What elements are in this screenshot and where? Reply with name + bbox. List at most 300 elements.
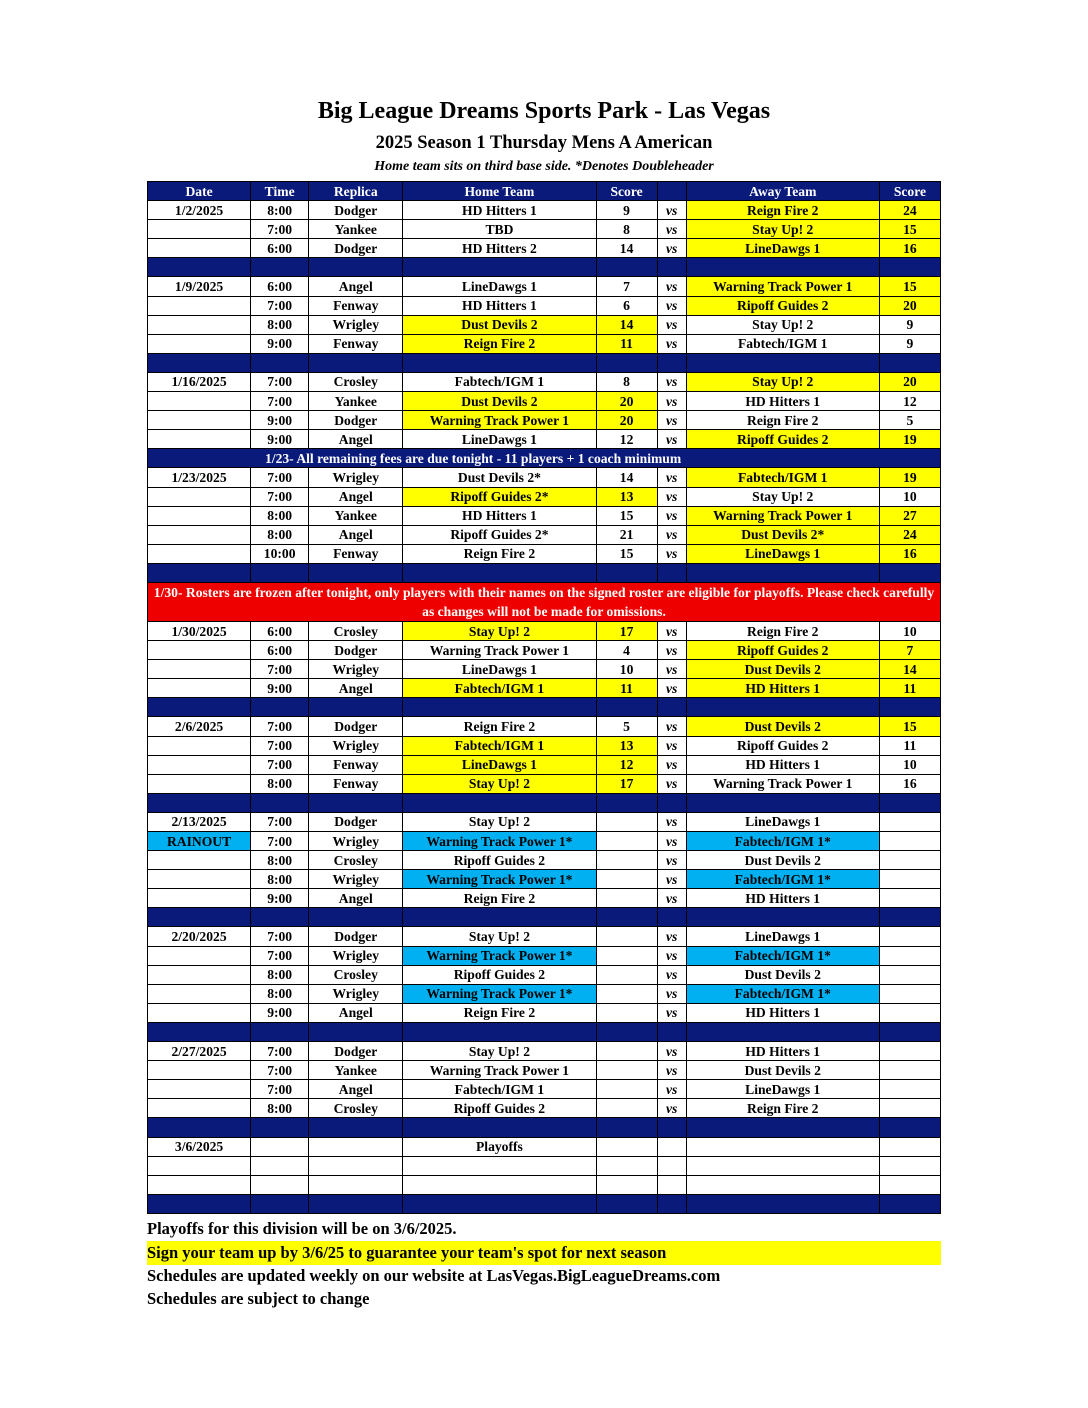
home-score-cell: 14 xyxy=(596,468,657,487)
table-row xyxy=(148,277,941,296)
separator-row xyxy=(148,563,941,582)
away-score-cell: 16 xyxy=(879,544,940,563)
separator-row xyxy=(148,793,941,812)
replica-cell: Angel xyxy=(309,1080,403,1099)
replica-cell: Dodger xyxy=(309,927,403,946)
date-cell xyxy=(148,946,251,965)
away-team-cell: Ripoff Guides 2 xyxy=(686,296,879,315)
time-cell: 7:00 xyxy=(251,220,309,239)
date-cell: RAINOUT xyxy=(148,832,251,851)
home-score-cell: 8 xyxy=(596,220,657,239)
time-cell: 9:00 xyxy=(251,889,309,908)
away-team-cell: LineDawgs 1 xyxy=(686,544,879,563)
date-cell xyxy=(148,315,251,334)
separator-cell xyxy=(403,353,596,372)
time-cell: 8:00 xyxy=(251,851,309,870)
vs-cell xyxy=(657,1137,686,1156)
away-score-cell: 20 xyxy=(879,296,940,315)
home-team-cell: Dust Devils 2 xyxy=(403,315,596,334)
away-score-cell: 16 xyxy=(879,774,940,793)
away-team-cell: Reign Fire 2 xyxy=(686,201,879,220)
date-cell xyxy=(148,430,251,449)
header-home-score: Score xyxy=(596,182,657,201)
away-team-cell: Dust Devils 2* xyxy=(686,525,879,544)
time-cell: 7:00 xyxy=(251,717,309,736)
time-cell: 8:00 xyxy=(251,506,309,525)
away-score-cell: 14 xyxy=(879,660,940,679)
replica-cell: Angel xyxy=(309,430,403,449)
date-cell xyxy=(148,641,251,660)
table-row xyxy=(148,1003,941,1022)
replica-cell: Crosley xyxy=(309,965,403,984)
footer-change-note: Schedules are subject to change xyxy=(147,1289,370,1308)
away-team-cell: Fabtech/IGM 1* xyxy=(686,870,879,889)
home-score-cell: 11 xyxy=(596,679,657,698)
replica-cell: Dodger xyxy=(309,239,403,258)
table-row xyxy=(148,621,941,640)
home-team-cell: Fabtech/IGM 1 xyxy=(403,372,596,391)
date-cell xyxy=(148,1061,251,1080)
table-row xyxy=(148,927,941,946)
time-cell: 7:00 xyxy=(251,812,309,831)
home-score-cell xyxy=(596,1003,657,1022)
date-cell xyxy=(148,334,251,353)
away-team-cell: HD Hitters 1 xyxy=(686,679,879,698)
time-cell: 7:00 xyxy=(251,927,309,946)
time-cell: 7:00 xyxy=(251,832,309,851)
time-cell: 7:00 xyxy=(251,392,309,411)
table-row xyxy=(148,1099,941,1118)
home-score-cell: 20 xyxy=(596,411,657,430)
separator-row xyxy=(148,698,941,717)
table-row xyxy=(148,641,941,660)
date-cell xyxy=(148,889,251,908)
home-team-cell: Warning Track Power 1* xyxy=(403,984,596,1003)
time-cell: 7:00 xyxy=(251,946,309,965)
replica-cell: Dodger xyxy=(309,201,403,220)
replica-cell: Wrigley xyxy=(309,832,403,851)
away-team-cell: LineDawgs 1 xyxy=(686,927,879,946)
separator-cell xyxy=(879,1118,940,1137)
home-team-cell: HD Hitters 1 xyxy=(403,201,596,220)
separator-cell xyxy=(251,258,309,277)
notice-row xyxy=(148,449,941,468)
away-score-cell: 10 xyxy=(879,487,940,506)
table-row xyxy=(148,239,941,258)
time-cell: 6:00 xyxy=(251,621,309,640)
time-cell: 8:00 xyxy=(251,870,309,889)
date-cell xyxy=(148,984,251,1003)
schedule-note: Home team sits on third base side. *Denotes Doubleheader xyxy=(374,159,714,174)
replica-cell: Fenway xyxy=(309,755,403,774)
home-score-cell: 7 xyxy=(596,277,657,296)
date-cell: 1/9/2025 xyxy=(148,277,251,296)
away-score-cell: 9 xyxy=(879,334,940,353)
vs-cell: vs xyxy=(657,927,686,946)
away-team-cell: Ripoff Guides 2 xyxy=(686,430,879,449)
away-score-cell xyxy=(879,1175,940,1194)
home-team-cell: Stay Up! 2 xyxy=(403,621,596,640)
replica-cell: Dodger xyxy=(309,812,403,831)
away-score-cell: 15 xyxy=(879,220,940,239)
vs-cell: vs xyxy=(657,812,686,831)
away-team-cell: Warning Track Power 1 xyxy=(686,774,879,793)
table-row xyxy=(148,774,941,793)
date-cell xyxy=(148,755,251,774)
replica-cell: Angel xyxy=(309,525,403,544)
separator-row xyxy=(148,1118,941,1137)
table-row xyxy=(148,315,941,334)
vs-cell: vs xyxy=(657,774,686,793)
away-score-cell: 10 xyxy=(879,755,940,774)
table-row xyxy=(148,392,941,411)
replica-cell: Angel xyxy=(309,1003,403,1022)
separator-cell xyxy=(148,698,251,717)
replica-cell: Angel xyxy=(309,679,403,698)
separator-cell xyxy=(251,1194,309,1213)
away-score-cell xyxy=(879,984,940,1003)
away-team-cell: Dust Devils 2 xyxy=(686,660,879,679)
replica-cell: Crosley xyxy=(309,851,403,870)
away-team-cell: Warning Track Power 1 xyxy=(686,277,879,296)
away-score-cell: 15 xyxy=(879,717,940,736)
table-row xyxy=(148,1061,941,1080)
away-team-cell: LineDawgs 1 xyxy=(686,1080,879,1099)
separator-cell xyxy=(879,353,940,372)
separator-cell xyxy=(148,563,251,582)
separator-cell xyxy=(686,908,879,927)
vs-cell: vs xyxy=(657,717,686,736)
table-row xyxy=(148,430,941,449)
home-team-cell: LineDawgs 1 xyxy=(403,755,596,774)
alert-row xyxy=(148,582,941,621)
separator-cell xyxy=(879,563,940,582)
home-score-cell: 17 xyxy=(596,621,657,640)
home-score-cell: 13 xyxy=(596,487,657,506)
away-team-cell: Stay Up! 2 xyxy=(686,220,879,239)
time-cell: 9:00 xyxy=(251,679,309,698)
home-score-cell: 14 xyxy=(596,239,657,258)
vs-cell: vs xyxy=(657,946,686,965)
away-team-cell: Fabtech/IGM 1 xyxy=(686,334,879,353)
separator-cell xyxy=(596,908,657,927)
separator-cell xyxy=(309,793,403,812)
away-score-cell xyxy=(879,946,940,965)
home-score-cell xyxy=(596,1080,657,1099)
table-row xyxy=(148,851,941,870)
time-cell: 7:00 xyxy=(251,487,309,506)
separator-cell xyxy=(686,793,879,812)
away-team-cell: HD Hitters 1 xyxy=(686,392,879,411)
date-cell xyxy=(148,1099,251,1118)
home-team-cell: Reign Fire 2 xyxy=(403,544,596,563)
vs-cell: vs xyxy=(657,621,686,640)
replica-cell: Wrigley xyxy=(309,870,403,889)
header-away-team: Away Team xyxy=(686,182,879,201)
vs-cell: vs xyxy=(657,965,686,984)
home-team-cell: Reign Fire 2 xyxy=(403,717,596,736)
separator-cell xyxy=(403,258,596,277)
table-row xyxy=(148,372,941,391)
replica-cell: Dodger xyxy=(309,717,403,736)
home-team-cell: Warning Track Power 1* xyxy=(403,832,596,851)
date-cell xyxy=(148,296,251,315)
home-team-cell: HD Hitters 1 xyxy=(403,296,596,315)
vs-cell: vs xyxy=(657,239,686,258)
date-cell: 1/16/2025 xyxy=(148,372,251,391)
home-team-cell: HD Hitters 1 xyxy=(403,506,596,525)
away-score-cell xyxy=(879,1099,940,1118)
time-cell: 8:00 xyxy=(251,525,309,544)
away-score-cell xyxy=(879,1080,940,1099)
home-team-cell xyxy=(403,1156,596,1175)
time-cell: 7:00 xyxy=(251,296,309,315)
away-team-cell: Stay Up! 2 xyxy=(686,487,879,506)
time-cell: 6:00 xyxy=(251,277,309,296)
separator-cell xyxy=(657,1022,686,1041)
separator-cell xyxy=(148,1194,251,1213)
away-score-cell: 24 xyxy=(879,525,940,544)
home-score-cell xyxy=(596,946,657,965)
separator-cell xyxy=(596,1194,657,1213)
away-score-cell: 11 xyxy=(879,736,940,755)
date-cell: 1/30/2025 xyxy=(148,621,251,640)
time-cell xyxy=(251,1156,309,1175)
header-away-score: Score xyxy=(879,182,940,201)
separator-row xyxy=(148,908,941,927)
separator-cell xyxy=(148,1022,251,1041)
replica-cell xyxy=(309,1137,403,1156)
time-cell: 9:00 xyxy=(251,1003,309,1022)
home-score-cell: 5 xyxy=(596,717,657,736)
time-cell: 8:00 xyxy=(251,315,309,334)
separator-cell xyxy=(403,1194,596,1213)
home-score-cell xyxy=(596,965,657,984)
vs-cell: vs xyxy=(657,870,686,889)
away-score-cell: 24 xyxy=(879,201,940,220)
away-team-cell: Fabtech/IGM 1* xyxy=(686,946,879,965)
separator-cell xyxy=(403,1022,596,1041)
away-team-cell: Reign Fire 2 xyxy=(686,1099,879,1118)
home-team-cell: Reign Fire 2 xyxy=(403,889,596,908)
header-time: Time xyxy=(251,182,309,201)
home-score-cell xyxy=(596,1099,657,1118)
home-score-cell: 15 xyxy=(596,544,657,563)
date-cell xyxy=(148,1175,251,1194)
table-row xyxy=(148,717,941,736)
date-cell xyxy=(148,870,251,889)
time-cell: 7:00 xyxy=(251,1080,309,1099)
separator-cell xyxy=(879,1022,940,1041)
replica-cell: Wrigley xyxy=(309,946,403,965)
table-row xyxy=(148,506,941,525)
separator-cell xyxy=(251,908,309,927)
replica-cell: Fenway xyxy=(309,544,403,563)
header-vs xyxy=(657,182,686,201)
header-replica: Replica xyxy=(309,182,403,201)
vs-cell: vs xyxy=(657,506,686,525)
away-score-cell xyxy=(879,1061,940,1080)
separator-cell xyxy=(879,1194,940,1213)
home-team-cell: Reign Fire 2 xyxy=(403,334,596,353)
separator-cell xyxy=(657,563,686,582)
replica-cell: Fenway xyxy=(309,296,403,315)
home-team-cell xyxy=(403,1175,596,1194)
vs-cell: vs xyxy=(657,851,686,870)
time-cell: 7:00 xyxy=(251,755,309,774)
time-cell: 8:00 xyxy=(251,1099,309,1118)
separator-cell xyxy=(309,1118,403,1137)
notice-text: 1/23- All remaining fees are due tonight - 11 players + 1 coach minimum xyxy=(148,449,941,468)
alert-text: 1/30- Rosters are frozen after tonight, only players with their names on the signed roster are eligible for playoffs. Please check carefully as changes will not be made for omissions. xyxy=(148,582,941,621)
home-score-cell xyxy=(596,1175,657,1194)
time-cell: 7:00 xyxy=(251,660,309,679)
date-cell xyxy=(148,965,251,984)
home-score-cell: 14 xyxy=(596,315,657,334)
away-team-cell xyxy=(686,1175,879,1194)
separator-cell xyxy=(657,908,686,927)
home-score-cell: 10 xyxy=(596,660,657,679)
home-team-cell: Warning Track Power 1* xyxy=(403,946,596,965)
separator-cell xyxy=(309,258,403,277)
separator-cell xyxy=(309,1022,403,1041)
vs-cell: vs xyxy=(657,1080,686,1099)
home-score-cell: 20 xyxy=(596,392,657,411)
vs-cell: vs xyxy=(657,201,686,220)
table-row xyxy=(148,1137,941,1156)
table-row xyxy=(148,1080,941,1099)
home-team-cell: Playoffs xyxy=(403,1137,596,1156)
table-row xyxy=(148,296,941,315)
separator-cell xyxy=(686,698,879,717)
separator-cell xyxy=(596,1022,657,1041)
separator-cell xyxy=(657,1118,686,1137)
vs-cell: vs xyxy=(657,544,686,563)
home-score-cell xyxy=(596,870,657,889)
time-cell: 6:00 xyxy=(251,641,309,660)
replica-cell: Wrigley xyxy=(309,660,403,679)
time-cell: 7:00 xyxy=(251,372,309,391)
time-cell: 7:00 xyxy=(251,736,309,755)
separator-row xyxy=(148,353,941,372)
home-team-cell: LineDawgs 1 xyxy=(403,277,596,296)
time-cell: 8:00 xyxy=(251,774,309,793)
vs-cell xyxy=(657,1175,686,1194)
home-team-cell: Ripoff Guides 2 xyxy=(403,1099,596,1118)
home-score-cell xyxy=(596,812,657,831)
home-score-cell: 11 xyxy=(596,334,657,353)
replica-cell: Yankee xyxy=(309,220,403,239)
replica-cell: Yankee xyxy=(309,1061,403,1080)
vs-cell: vs xyxy=(657,430,686,449)
date-cell xyxy=(148,544,251,563)
vs-cell: vs xyxy=(657,372,686,391)
replica-cell: Wrigley xyxy=(309,468,403,487)
time-cell: 7:00 xyxy=(251,468,309,487)
replica-cell: Crosley xyxy=(309,1099,403,1118)
page-subtitle: 2025 Season 1 Thursday Mens A American xyxy=(375,133,713,153)
replica-cell: Dodger xyxy=(309,1042,403,1061)
vs-cell: vs xyxy=(657,411,686,430)
away-score-cell xyxy=(879,965,940,984)
replica-cell: Dodger xyxy=(309,641,403,660)
time-cell: 9:00 xyxy=(251,430,309,449)
away-team-cell: LineDawgs 1 xyxy=(686,239,879,258)
separator-cell xyxy=(251,353,309,372)
table-header-row xyxy=(148,182,941,201)
table-row xyxy=(148,812,941,831)
away-team-cell: HD Hitters 1 xyxy=(686,755,879,774)
date-cell xyxy=(148,506,251,525)
table-row xyxy=(148,889,941,908)
separator-cell xyxy=(596,698,657,717)
replica-cell: Angel xyxy=(309,889,403,908)
header-date: Date xyxy=(148,182,251,201)
home-team-cell: Fabtech/IGM 1 xyxy=(403,736,596,755)
vs-cell xyxy=(657,1156,686,1175)
away-score-cell xyxy=(879,832,940,851)
home-team-cell: Reign Fire 2 xyxy=(403,1003,596,1022)
time-cell xyxy=(251,1175,309,1194)
separator-row xyxy=(148,1022,941,1041)
schedule-body xyxy=(148,201,941,1214)
away-team-cell xyxy=(686,1156,879,1175)
separator-cell xyxy=(596,793,657,812)
vs-cell: vs xyxy=(657,832,686,851)
date-cell xyxy=(148,660,251,679)
home-team-cell: LineDawgs 1 xyxy=(403,660,596,679)
home-score-cell xyxy=(596,1061,657,1080)
table-row xyxy=(148,965,941,984)
vs-cell: vs xyxy=(657,1061,686,1080)
home-score-cell xyxy=(596,832,657,851)
vs-cell: vs xyxy=(657,1003,686,1022)
date-cell: 2/6/2025 xyxy=(148,717,251,736)
vs-cell: vs xyxy=(657,660,686,679)
vs-cell: vs xyxy=(657,1099,686,1118)
away-team-cell: LineDawgs 1 xyxy=(686,812,879,831)
footer-website-note: Schedules are updated weekly on our website at LasVegas.BigLeagueDreams.com xyxy=(147,1266,721,1285)
replica-cell xyxy=(309,1175,403,1194)
separator-cell xyxy=(686,1022,879,1041)
table-row xyxy=(148,660,941,679)
separator-cell xyxy=(251,1022,309,1041)
away-score-cell xyxy=(879,1137,940,1156)
separator-cell xyxy=(657,353,686,372)
separator-cell xyxy=(309,698,403,717)
table-row xyxy=(148,870,941,889)
away-score-cell xyxy=(879,851,940,870)
away-team-cell: Warning Track Power 1 xyxy=(686,506,879,525)
header-home-team: Home Team xyxy=(403,182,596,201)
separator-cell xyxy=(309,908,403,927)
table-row xyxy=(148,946,941,965)
home-score-cell: 9 xyxy=(596,201,657,220)
away-score-cell: 20 xyxy=(879,372,940,391)
vs-cell: vs xyxy=(657,984,686,1003)
separator-cell xyxy=(657,793,686,812)
replica-cell: Angel xyxy=(309,277,403,296)
away-score-cell: 5 xyxy=(879,411,940,430)
replica-cell: Yankee xyxy=(309,506,403,525)
away-team-cell: HD Hitters 1 xyxy=(686,1042,879,1061)
time-cell: 7:00 xyxy=(251,1042,309,1061)
away-team-cell: Ripoff Guides 2 xyxy=(686,736,879,755)
separator-cell xyxy=(686,353,879,372)
away-score-cell: 15 xyxy=(879,277,940,296)
separator-cell xyxy=(879,258,940,277)
footer-playoffs-note: Playoffs for this division will be on 3/6/2025. xyxy=(147,1219,457,1238)
